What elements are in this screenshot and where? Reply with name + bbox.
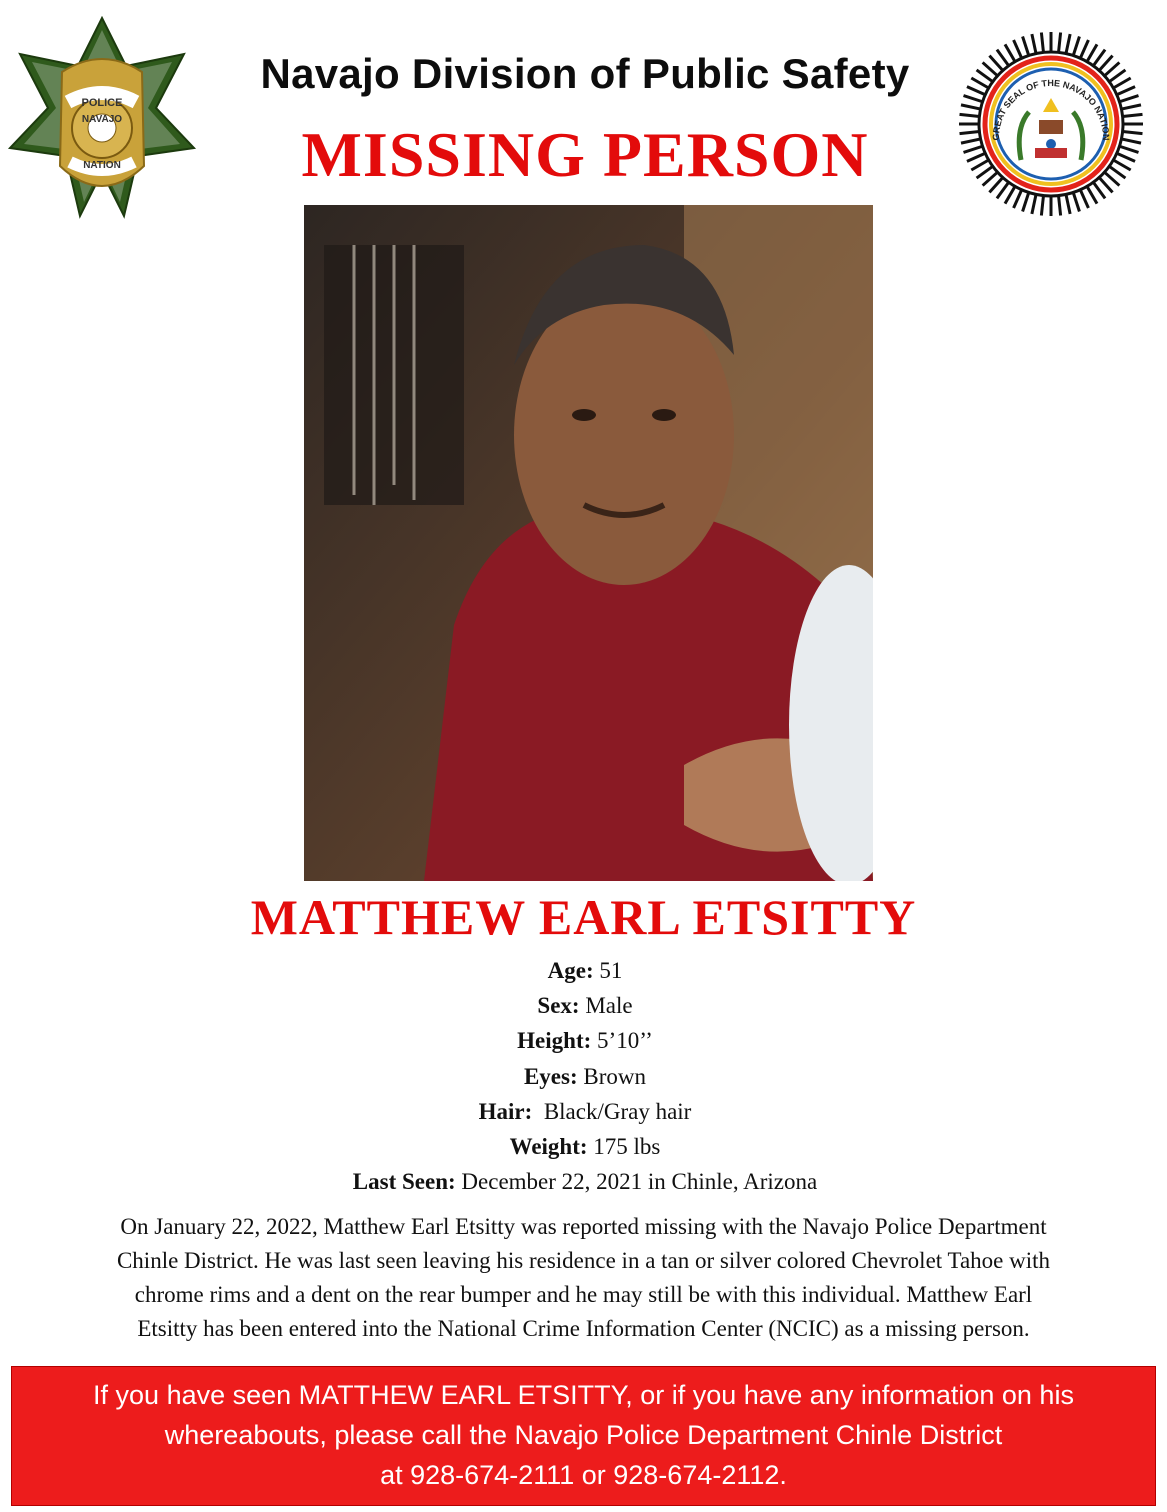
seal-spike [1105,62,1120,75]
detail-sex [200,988,970,1023]
seal-spike [1099,178,1112,193]
seal-spike [1014,40,1022,58]
seal-spike [997,182,1009,198]
seal-spike [1109,166,1125,178]
seal-spike [977,166,993,178]
seal-spike [977,70,993,82]
description-line: Chinle District. He was last seen leaving his residence in a tan or silver colored Chevrolet Tahoe with [116,1248,1051,1273]
missing-person-photo [304,205,873,881]
seal-spike [1121,139,1141,143]
badge-text-bottom: NATION [83,160,121,171]
seal-spike [989,178,1002,193]
detail-value: Black/Gray hair [532,1098,692,1124]
detail-weight [200,1129,970,1164]
detail-label: Height: [517,1028,592,1054]
seal-spike [1005,186,1015,203]
description-line: chrome rims and a dent on the rear bumper and he may still be with this individual. Matthew Earl [134,1282,1033,1307]
description-line: Etsitty has been entered into the National Crime Information Center (NCIC) as a missing person. [137,1316,1030,1341]
detail-label: Last Seen: [352,1169,456,1195]
seal-spike [1113,160,1130,170]
detail-hair [200,1094,970,1129]
seal-spike [964,146,983,152]
callout-line: whereabouts, please call the Navajo Police Department Chinle District [164,1420,1003,1450]
detail-value: December 22, 2021 in Chinle, Arizona [455,1169,818,1195]
seal-spike [1032,34,1036,54]
seal-spike [1041,33,1043,53]
seal-spike [983,62,998,75]
seal-spike [1119,96,1138,102]
seal-spike [1066,194,1070,214]
seal-spike [961,105,981,109]
seal-spike [1087,186,1097,203]
seal-spike [1113,78,1130,88]
police-badge-icon [6,16,198,220]
seal-spike [971,160,988,170]
detail-label: Eyes: [523,1063,578,1089]
seal-spike [1080,40,1088,58]
detail-value: Male [579,993,633,1019]
seal-spike [1032,194,1036,214]
seal-spike [1066,34,1070,54]
seal-spike [1121,105,1141,109]
seal-spike [1014,190,1022,208]
seal-text: GREAT SEAL OF THE NAVAJO NATION [990,77,1112,141]
detail-value: 5’10’’ [591,1028,653,1054]
seal-spike [1109,70,1125,82]
detail-label: Sex: [537,993,580,1019]
seal-spike [960,114,980,116]
navajo-nation-seal-icon [955,28,1147,220]
detail-value: 175 lbs [587,1134,661,1160]
seal-spike [1023,192,1029,211]
callout-line: at 928-674-2111 or 928-674-2112. [380,1460,787,1490]
seal-spike [1059,33,1061,53]
seal-spike [1073,37,1079,56]
seal-spike [1117,87,1135,95]
seal-spike [997,50,1009,66]
detail-value: Brown [577,1063,647,1089]
seal-spike [971,78,988,88]
seal-spike [1073,192,1079,211]
detail-last-seen [200,1164,970,1199]
contact-callout-box [11,1366,1156,1506]
detail-label: Age: [547,958,594,983]
seal-spike [1099,56,1112,71]
missing-person-headline: MISSING PERSON [301,119,869,190]
seal-spike [1123,114,1143,116]
detail-height [200,1023,970,1058]
badge-text-top: POLICE [81,97,123,109]
seal-spike [1093,50,1105,66]
seal-spike [1059,196,1061,216]
detail-eyes [200,1059,970,1094]
seal-spike [1005,44,1015,61]
seal-spike [989,56,1002,71]
person-details [200,953,970,1199]
seal-spike [1087,44,1097,61]
missing-person-name: MATTHEW EARL ETSITTY [250,889,917,945]
seal-spike [1119,146,1138,152]
seal-spike [1080,190,1088,208]
detail-age [200,953,970,988]
seal-spike [1123,132,1143,134]
seal-spike [967,87,985,95]
case-description [30,1210,1137,1346]
description-line: On January 22, 2022, Matthew Earl Etsitty was reported missing with the Navajo Police Department [120,1214,1047,1239]
seal-spike [964,96,983,102]
badge-text-mid: NAVAJO [81,114,123,125]
seal-spike [983,172,998,185]
seal-spike [967,153,985,161]
seal-spike [961,139,981,143]
seal-spike [1093,182,1105,198]
seal-spike [1105,172,1120,185]
organization-title: Navajo Division of Public Safety [260,50,910,97]
seal-spike [1023,37,1029,56]
detail-value: 51 [593,958,623,983]
seal-spike [1041,196,1043,216]
detail-label: Weight: [509,1134,588,1160]
seal-spike [1117,153,1135,161]
detail-label: Hair: [478,1098,533,1124]
callout-line: If you have seen MATTHEW EARL ETSITTY, or if you have any information on his [93,1380,1074,1410]
seal-spike [960,132,980,134]
